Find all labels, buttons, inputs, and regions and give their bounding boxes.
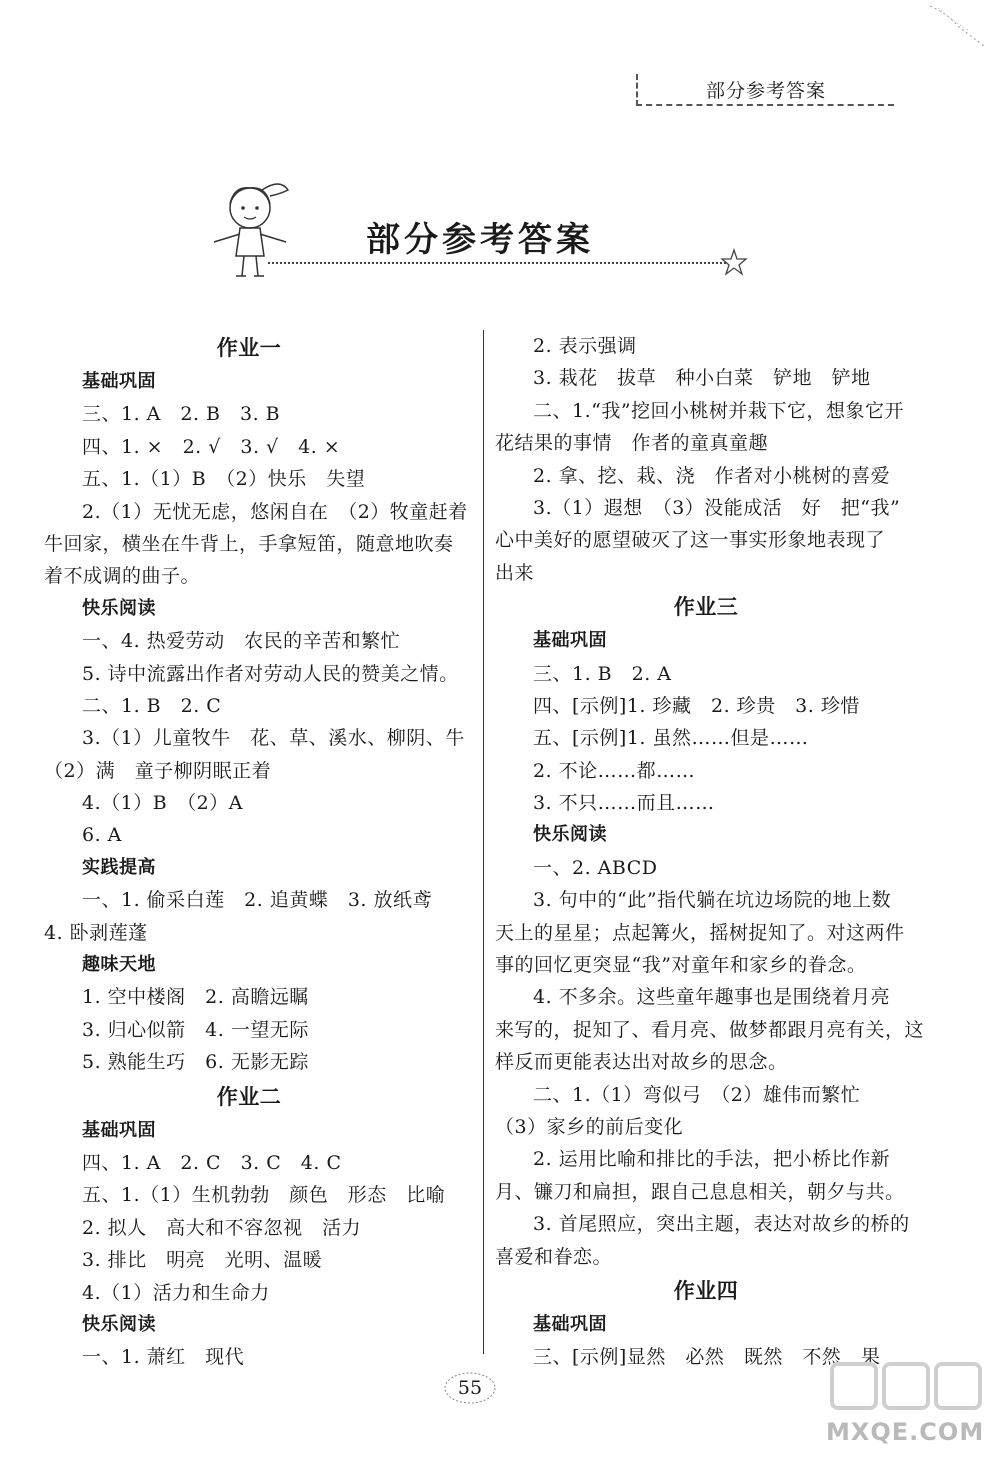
section-heading: 作业一 (216, 336, 282, 360)
answer-line: 二、1. B 2. C (82, 694, 222, 717)
answer-line: 四、1. A 2. C 3. C 4. C (82, 1151, 342, 1174)
answer-line: 3. 不只……而且…… (533, 792, 715, 815)
answer-line: 3. 归心似箭 4. 一望无际 (82, 1018, 309, 1041)
subsection-heading: 快乐阅读 (533, 824, 607, 846)
subsection-heading: 基础巩固 (82, 371, 156, 392)
answer-line: 2. 拿、挖、栽、浇 作者对小桃树的喜爱 (533, 464, 891, 487)
answer-line: 四、[示例]1. 珍藏 2. 珍贵 3. 珍惜 (533, 694, 860, 717)
subsection-heading: 基础巩固 (533, 630, 607, 652)
right-column (495, 330, 925, 1374)
page-number (442, 1370, 498, 1406)
answer-line: 二、1.（1）弯似弓 （2）雄伟而繁忙 (533, 1083, 861, 1106)
answer-line: 一、1. 萧红 现代 (82, 1346, 245, 1369)
answer-line: 2. 不论……都…… (533, 759, 696, 782)
answer-line: 2.（1）无忧无虑，悠闲自在 （2）牧童赶着 (82, 500, 468, 523)
answer-line: 五、1.（1）B （2）快乐 失望 (82, 468, 366, 491)
running-header: 部分参考答案 (636, 74, 894, 106)
answer-line: 1. 空中楼阁 2. 高瞻远瞩 (82, 986, 309, 1009)
answer-line: 2. 表示强调 (533, 335, 637, 357)
column-divider (483, 330, 484, 1354)
section-heading: 作业四 (673, 1278, 739, 1303)
answer-line: 3.（1）遐想 （3）没能成活 好 把“我” (533, 496, 901, 519)
answer-line: 5. 诗中流露出作者对劳动人民的赞美之情。 (82, 662, 459, 685)
answer-line: 心中美好的愿望破灭了这一事实形象地表现了 (495, 529, 886, 552)
answer-line: 3.（1）儿童牧牛 花、草、溪水、柳阴、牛 (82, 727, 465, 750)
answer-line: 五、1.（1）生机勃勃 颜色 形态 比喻 (82, 1184, 446, 1207)
answer-line: （2）满 童子柳阴眠正着 (44, 759, 272, 782)
watermark-logo-icon (812, 1358, 992, 1418)
answer-line: 天上的星星；点起篝火，摇树捉知了。对这两件 (495, 921, 905, 944)
answer-line: 一、1. 偷采白莲 2. 追黄蝶 3. 放纸鸢 (82, 889, 433, 912)
subsection-heading: 趣味天地 (82, 954, 156, 976)
answer-line: 4. 卧剥莲蓬 (44, 921, 148, 944)
answer-line: 二、1.“我”挖回小桃树并栽下它，想象它开 (533, 399, 905, 422)
watermark-text: MXQE.COM (826, 1418, 985, 1446)
answer-line: 来写的，捉知了、看月亮、做梦都跟月亮有关，这 (495, 1018, 925, 1041)
answer-line: 4. 不多余。这些童年趣事也是围绕着月亮 (533, 986, 891, 1009)
answer-line: 3. 首尾照应，突出主题，表达对故乡的桥的 (533, 1213, 910, 1236)
answer-line: 事的回忆更突显“我”对童年和家乡的眷念。 (495, 954, 867, 977)
answer-line: 一、4. 热爱劳动 农民的辛苦和繁忙 (82, 630, 401, 653)
answer-line: 着不成调的曲子。 (44, 565, 201, 588)
page-title: 部分参考答案 (366, 220, 594, 260)
answer-line: 3. 栽花 拔草 种小白菜 铲地 铲地 (533, 367, 871, 390)
answer-line: 牛回家，横坐在牛背上，手拿短笛，随意地吹奏 (44, 532, 454, 555)
corner-decoration-icon (928, 4, 988, 54)
subsection-heading: 基础巩固 (533, 1313, 607, 1335)
girl-illustration-icon (200, 176, 300, 286)
answer-line: 2. 运用比喻和排比的手法，把小桥比作新 (533, 1148, 891, 1171)
answer-line: 月、镰刀和扁担，跟自己息息相关，朝夕与共。 (495, 1180, 905, 1203)
page-number-text: 55 (457, 1377, 483, 1399)
section-heading: 作业二 (216, 1084, 282, 1109)
subsection-heading: 快乐阅读 (82, 1313, 156, 1335)
answer-line: 出来 (495, 561, 535, 584)
answer-line: （3）家乡的前后变化 (495, 1115, 684, 1138)
answer-line: 5. 熟能生巧 6. 无影无踪 (82, 1051, 309, 1074)
left-column (44, 330, 468, 1374)
answer-line: 3. 排比 明亮 光明、温暖 (82, 1249, 323, 1272)
answer-line: 三、1. B 2. A (533, 662, 672, 685)
answer-line: 花结果的事情 作者的童真童趣 (495, 432, 769, 455)
answer-line: 3. 句中的“此”指代躺在坑边场院的地上数 (533, 889, 892, 912)
answer-line: 样反而更能表达出对故乡的思念。 (495, 1051, 788, 1074)
answer-line: 四、1. × 2. √ 3. √ 4. × (82, 435, 341, 458)
answer-line: 4.（1）B （2）A (82, 792, 243, 815)
watermark (812, 1358, 992, 1452)
answer-line: 4.（1）活力和生命力 (82, 1281, 270, 1304)
answer-line: 6. A (82, 824, 122, 847)
section-heading: 作业三 (673, 595, 739, 620)
subsection-heading: 快乐阅读 (82, 597, 156, 619)
title-underline (268, 262, 726, 264)
subsection-heading: 基础巩固 (82, 1119, 156, 1141)
subsection-heading: 实践提高 (82, 856, 156, 878)
answer-line: 三、1. A 2. B 3. B (82, 403, 281, 426)
answer-line: 三、[示例]显然 必然 既然 不然 果 (533, 1346, 881, 1369)
answer-line: 喜爱和眷恋。 (495, 1245, 613, 1268)
answer-line: 五、[示例]1. 虽然……但是…… (533, 727, 809, 750)
star-icon (720, 248, 748, 276)
answer-line: 2. 拟人 高大和不容忽视 活力 (82, 1216, 362, 1239)
answer-line: 一、2. ABCD (533, 856, 658, 879)
